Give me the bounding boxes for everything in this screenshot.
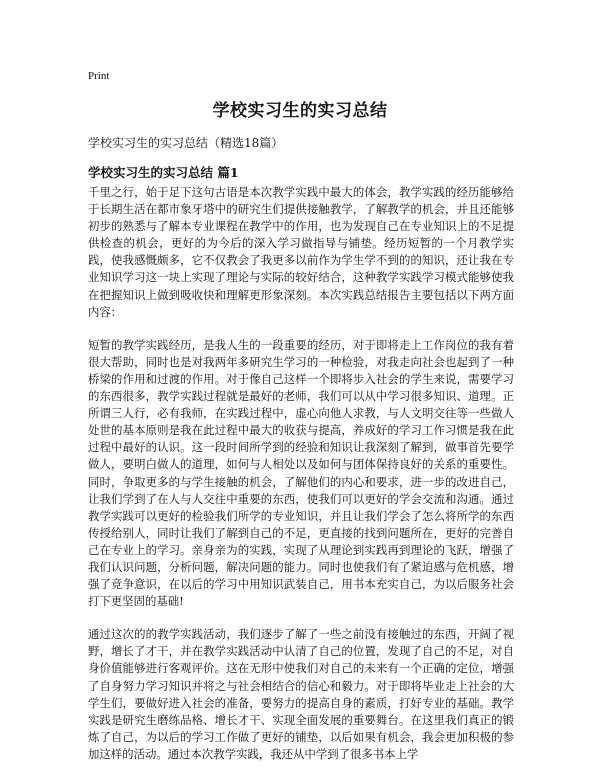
article-body [88,184,514,779]
paragraph-2: 短暂的教学实践经历，是我人生的一段重要的经历，对于即将走上工作岗位的我有着很大帮助，同时也是对我两年多研究生学习的一种检验，对我走向社会也起到了一种桥梁的作用和过渡的作用。对于像自己这样一个即将步入社会的学生来说，需要学习的东西很多，教学实践过程就是最好的老师，我们可以从中学习很多知识、道理。正所谓三人行，必有我师，在实践过程中，虚心向他人求教，与人文明交往等一些做人处世的基本原则是我在此过程中最大的收获与提高，养成好的学习工作习惯是我在此过程中最好的认识。这一段时间所学到的经验和知识让我深刻了解到，做事首先要学做人，要明白做人的道理，如何与人相处以及如何与团体保持良好的关系的重要性。同时，争取更多的与学生接触的机会，了解他们的内心和要求，进一步的改进自己，让我们学到了在人与人交往中重要的东西，使我们可以更好的学会交流和沟通。通过教学实践可以更好的检验我们所学的专业知识，并且让我们学会了怎么将所学的东西传授给别人，同时让我们了解到自己的不足，更直接的找到问题所在，更好的完善自己在专业上的学习。亲身亲为的实践，实现了从理论到实践再到理论的飞跃，增强了我们认识问题，分析问题，解决问题的能力。同时也使我们有了紧迫感与危机感，增强了竞争意识，在以后的学习中用知识武装自己，用书本充实自己，为以后服务社会打下更坚固的基础! [88,337,514,609]
article-heading: 学校实习生的实习总结 篇1 [88,165,239,180]
document-title: 学校实习生的实习总结 [212,101,388,121]
paragraph-1: 千里之行，始于足下这句古语是本次教学实践中最大的体会，教学实践的经历能够给于长期生活在都市象牙塔中的研究生们提供接触教学，了解教学的机会，并且还能够初步的熟悉与了解本专业课程在教学中的作用，也为发现自己在专业知识上的不足提供检查的机会，更好的为今后的深入学习做指导与铺垫。经历短暂的一个月教学实践，使我感慨颇多，它不仅教会了我更多以前作为学生学不到的的知识，还让我在专业知识学习这一块上实现了理论与实际的较好结合，这种教学实践学习模式能够使我在把握知识上做到吸收快和理解更形象深刻。本次实践总结报告主要包括以下两方面内容： [88,185,514,319]
paragraph-3: 通过这次的的教学实践活动，我们逐步了解了一些之前没有接触过的东西，开阔了视野，增长了才干，并在教学实践活动中认清了自己的位置，发现了自己的不足，对自身价值能够进行客观评价。这在无形中使我们对自己的未来有一个正确的定位，增强了自身努力学习知识并将之与社会相结合的信心和毅力。对于即将毕业走上社会的大学生们，要做好进入社会的准备，要努力的提高自身的素质，打好专业的基础。教学实践是研究生磨练品格、增长才干、实现全面发展的重要舞台。在这里我们真正的锻炼了自己，为以后的学习工作做了更好的铺垫，以后如果有机会，我会更加积极的参加这样的活动。通过本次教学实践，我还从中学到了很多书本上学 [88,627,514,761]
document-subtitle: 学校实习生的实习总结（精选18篇） [88,136,284,150]
print-link[interactable]: Print [88,70,110,82]
